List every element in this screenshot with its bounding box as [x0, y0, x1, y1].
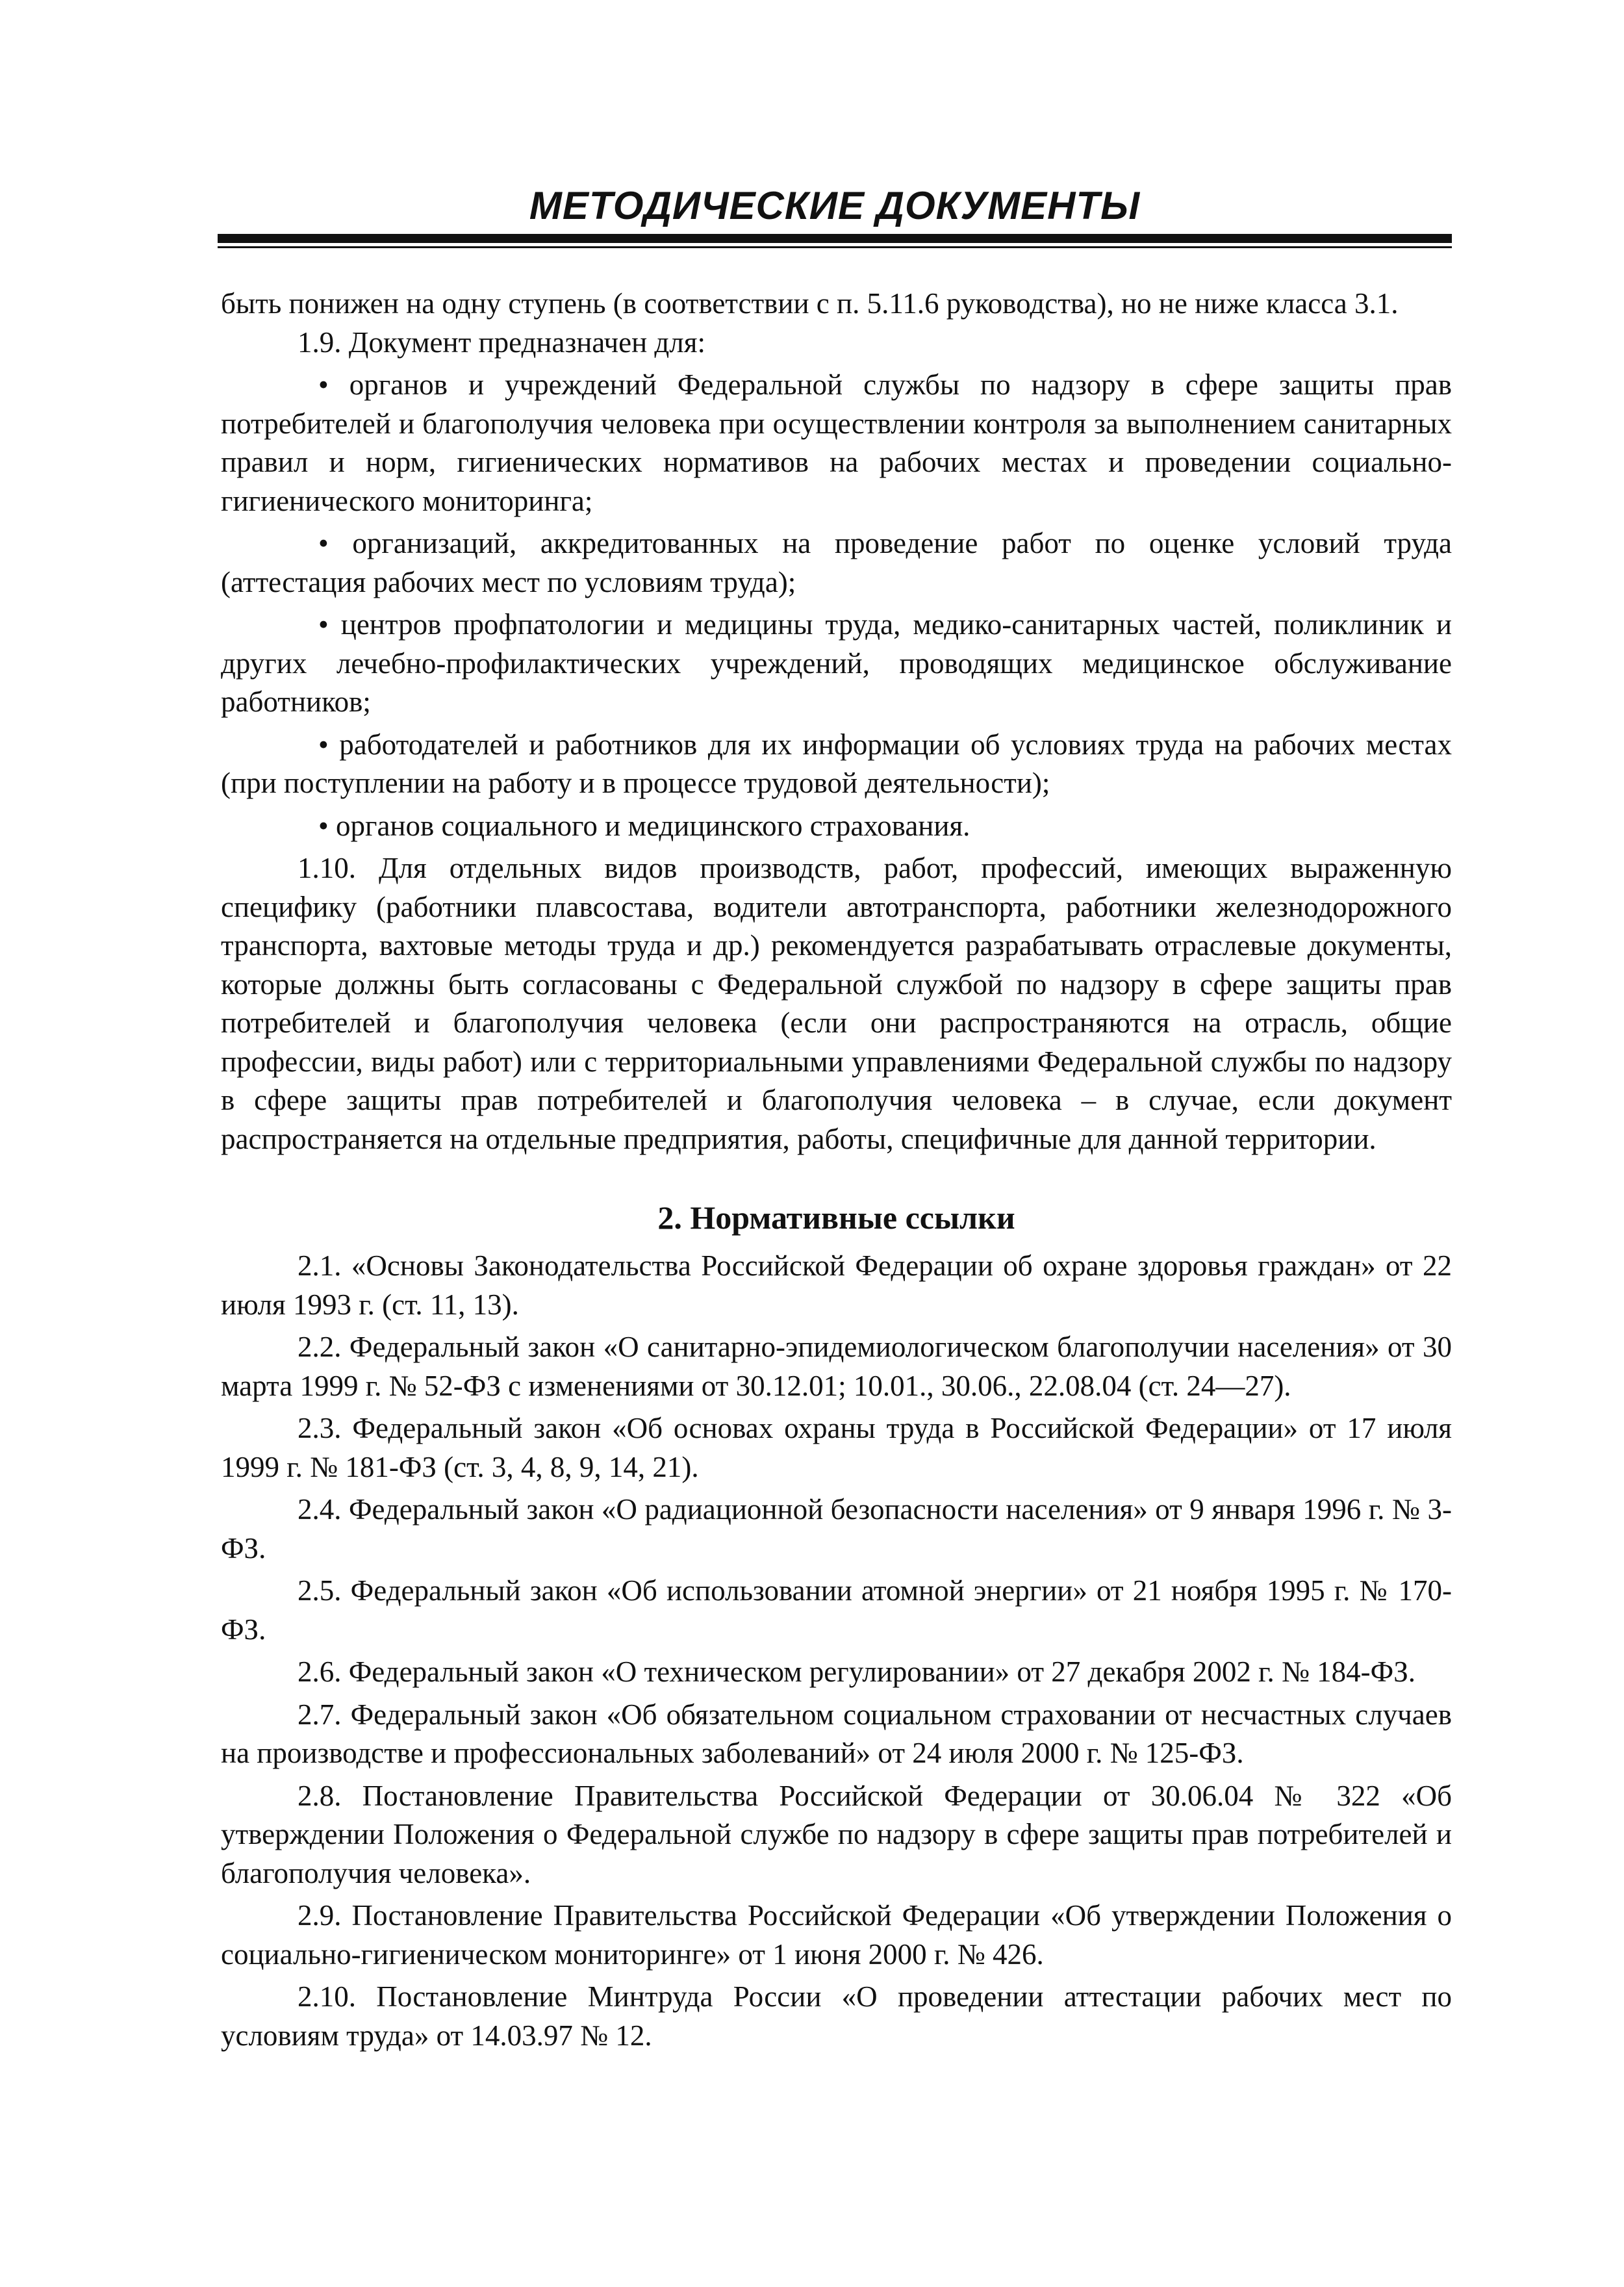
- reference-item: 2.4. Федеральный закон «О радиационной безопасности населения» от 9 января 1996 г. № 3-ФЗ.: [221, 1493, 1452, 1565]
- reference-item: 2.1. «Основы Законодательства Российской Федерации об охране здоровья граждан» от 22 июля 1993 г. (ст. 11, 13).: [221, 1249, 1452, 1321]
- reference-item: 2.6. Федеральный закон «О техническом регулировании» от 27 декабря 2002 г. № 184-ФЗ.: [298, 1655, 1416, 1688]
- bullet-item: • организаций, аккредитованных на проведение работ по оценке условий труда (аттестация рабочих мест по условиям труда);: [221, 527, 1452, 598]
- reference-item: 2.10. Постановление Минтруда России «О проведении аттестации рабочих мест по условиям труда» от 14.03.97 № 12.: [221, 1980, 1452, 2052]
- bullet-item: • органов и учреждений Федеральной службы по надзору в сфере защиты прав потребителей и благополучия человека при осуществлении контроля за выполнением санитарных правил и норм, гигиенических нормативов на рабочих местах и проведении социально-гигиенического мониторинга;: [221, 368, 1452, 517]
- bullet-item: • центров профпатологии и медицины труда, медико-санитарных частей, поликлиник и других лечебно-профилактических учреждений, проводящих медицинское обслуживание работников;: [221, 608, 1452, 718]
- section-heading-normative-references: 2. Нормативные ссылки: [657, 1199, 1015, 1236]
- paragraph-1-9-intro: 1.9. Документ предназначен для:: [298, 326, 705, 359]
- header-rule-thick: [218, 234, 1452, 243]
- reference-item: 2.8. Постановление Правительства Российской Федерации от 30.06.04 № 322 «Об утверждении Положения о Федеральной службе по надзору в сфере защиты прав потребителей и благополучия человека».: [221, 1779, 1452, 1889]
- paragraph-1-10: 1.10. Для отдельных видов производств, работ, профессий, имеющих выраженную специфику (работники плавсостава, водители автотранспорта, работники железнодорожного транспорта, вахтовые методы труда и др.) рекомендуется разрабатывать отраслевые документы, которые должны быть согласованы с Федеральной службой по надзору в сфере защиты прав потребителей и благополучия человека (если они распространяются на отрасль, общие профессии, виды работ) или с территориальными управлениями Федеральной службы по надзору в сфере защиты прав потребителей и благополучия человека – в случае, если документ распространяется на отдельные предприятия, работы, специфичные для данной территории.: [221, 852, 1452, 1155]
- reference-item: 2.5. Федеральный закон «Об использовании атомной энергии» от 21 ноября 1995 г. № 170-ФЗ.: [221, 1574, 1452, 1646]
- reference-item: 2.2. Федеральный закон «О санитарно-эпидемиологическом благополучии населения» от 30 марта 1999 г. № 52-ФЗ с изменениями от 30.12.01; 10.01., 30.06., 22.08.04 (ст. 24—27).: [221, 1331, 1452, 1402]
- running-header-title: МЕТОДИЧЕСКИЕ ДОКУМЕНТЫ: [529, 184, 1141, 227]
- reference-item: 2.3. Федеральный закон «Об основах охраны труда в Российской Федерации» от 17 июля 1999 г. № 181-ФЗ (ст. 3, 4, 8, 9, 14, 21).: [221, 1412, 1452, 1483]
- reference-item: 2.7. Федеральный закон «Об обязательном социальном страховании от несчастных случаев на производстве и профессиональных заболеваний» от 24 июля 2000 г. № 125-ФЗ.: [221, 1698, 1452, 1769]
- header-rule-thin: [218, 246, 1452, 248]
- reference-item: 2.9. Постановление Правительства Российской Федерации «Об утверждении Положения о социально-гигиеническом мониторинге» от 1 июня 2000 г. № 426.: [221, 1899, 1452, 1971]
- continuation-paragraph: быть понижен на одну ступень (в соответствии с п. 5.11.6 руководства), но не ниже класса 3.1.: [221, 287, 1399, 320]
- running-header: [218, 183, 1452, 248]
- bullet-item: • работодателей и работников для их информации об условиях труда на рабочих местах (при поступлении на работу и в процессе трудовой деятельности);: [221, 728, 1452, 799]
- bullet-item: • органов социального и медицинского страхования.: [318, 809, 971, 842]
- document-body: [221, 285, 1452, 2055]
